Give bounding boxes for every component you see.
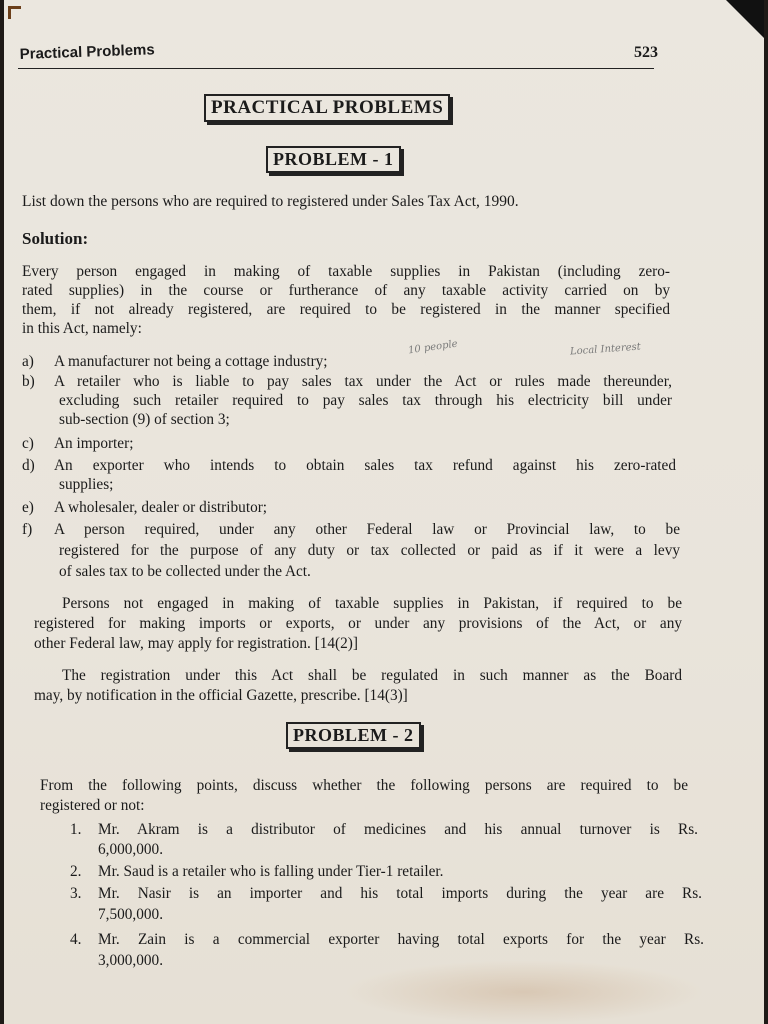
page-number: 523 — [634, 44, 658, 61]
item-c-label: c) — [22, 435, 34, 452]
problem-2-intro-line-2: registered or not: — [40, 797, 145, 814]
solution-intro-line-4: in this Act, namely: — [22, 320, 142, 337]
p2-item-4-line-1: Mr. Zain is a commercial exporter having total exports for the year Rs. — [98, 931, 704, 948]
item-f-line-1: A person required, under any other Federal law or Provincial law, to be — [54, 521, 680, 538]
solution-intro-line-3: them, if not already registered, are required to be registered in the manner specified — [22, 301, 670, 318]
book-page — [4, 0, 764, 1024]
item-d-label: d) — [22, 457, 35, 474]
para-1-line-2: registered for making imports or exports, or under any provisions of the Act, or any — [34, 615, 682, 632]
item-e-label: e) — [22, 499, 34, 516]
item-d-line-1: An exporter who intends to obtain sales tax refund against his zero-rated — [54, 457, 676, 474]
item-b-line-1: A retailer who is liable to pay sales tax under the Act or rules made thereunder, — [54, 373, 672, 390]
p2-item-1-line-1: Mr. Akram is a distributor of medicines and his annual turnover is Rs. — [98, 821, 698, 838]
solution-intro-line-2: rated supplies) in the course or furtherance of any taxable activity carried on by — [22, 282, 670, 299]
solution-intro-line-1: Every person engaged in making of taxable supplies in Pakistan (including zero- — [22, 263, 670, 280]
problem-2-intro-line-1: From the following points, discuss whether the following persons are required to be — [40, 777, 688, 794]
running-head — [18, 41, 658, 69]
item-a-text: A manufacturer not being a cottage industry; — [54, 353, 328, 370]
p2-item-3-label: 3. — [70, 885, 82, 902]
item-e-text: A wholesaler, dealer or distributor; — [54, 499, 268, 516]
item-f-line-3: of sales tax to be collected under the Act. — [59, 563, 311, 580]
p2-item-3-line-2: 7,500,000. — [98, 906, 164, 923]
problem-1-heading: PROBLEM - 1 — [266, 146, 401, 173]
item-a-label: a) — [22, 353, 34, 370]
item-f-label: f) — [22, 521, 33, 538]
item-f-line-2: registered for the purpose of any duty or tax collected or paid as if it were a levy — [59, 542, 680, 559]
para-1-line-1: Persons not engaged in making of taxable supplies in Pakistan, if required to be — [62, 595, 682, 612]
page-corner-shadow — [726, 0, 764, 38]
p2-item-2-label: 2. — [70, 863, 82, 880]
page-smudge — [344, 960, 704, 1024]
problem-2-heading: PROBLEM - 2 — [286, 722, 421, 749]
para-1-line-3: other Federal law, may apply for registration. [14(2)] — [34, 635, 358, 652]
solution-label: Solution: — [22, 229, 89, 248]
item-d-line-2: supplies; — [59, 476, 114, 493]
item-b-line-3: sub-section (9) of section 3; — [59, 411, 230, 428]
p2-item-4-line-2: 3,000,000. — [98, 952, 164, 969]
handwritten-note-2: Local Interest — [569, 341, 642, 358]
para-2-line-2: may, by notification in the official Gazette, prescribe. [14(3)] — [34, 687, 408, 704]
p2-item-1-line-2: 6,000,000. — [98, 841, 164, 858]
p2-item-4-label: 4. — [70, 931, 82, 948]
item-b-line-2: excluding such retailer required to pay sales tax through his electricity bill under — [59, 392, 672, 409]
p2-item-3-line-1: Mr. Nasir is an importer and his total imports during the year are Rs. — [98, 885, 702, 902]
item-b-label: b) — [22, 373, 35, 390]
running-head-title: Practical Problems — [19, 41, 155, 63]
corner-tab-mark — [8, 6, 21, 19]
para-2-line-1: The registration under this Act shall be regulated in such manner as the Board — [62, 667, 682, 684]
problem-1-question: List down the persons who are required to registered under Sales Tax Act, 1990. — [22, 193, 519, 210]
p2-item-1-label: 1. — [70, 821, 82, 838]
p2-item-2-text: Mr. Saud is a retailer who is falling under Tier-1 retailer. — [98, 863, 444, 880]
main-heading: PRACTICAL PROBLEMS — [204, 94, 450, 122]
item-c-text: An importer; — [54, 435, 134, 452]
handwritten-note-1: 10 people — [407, 338, 459, 357]
